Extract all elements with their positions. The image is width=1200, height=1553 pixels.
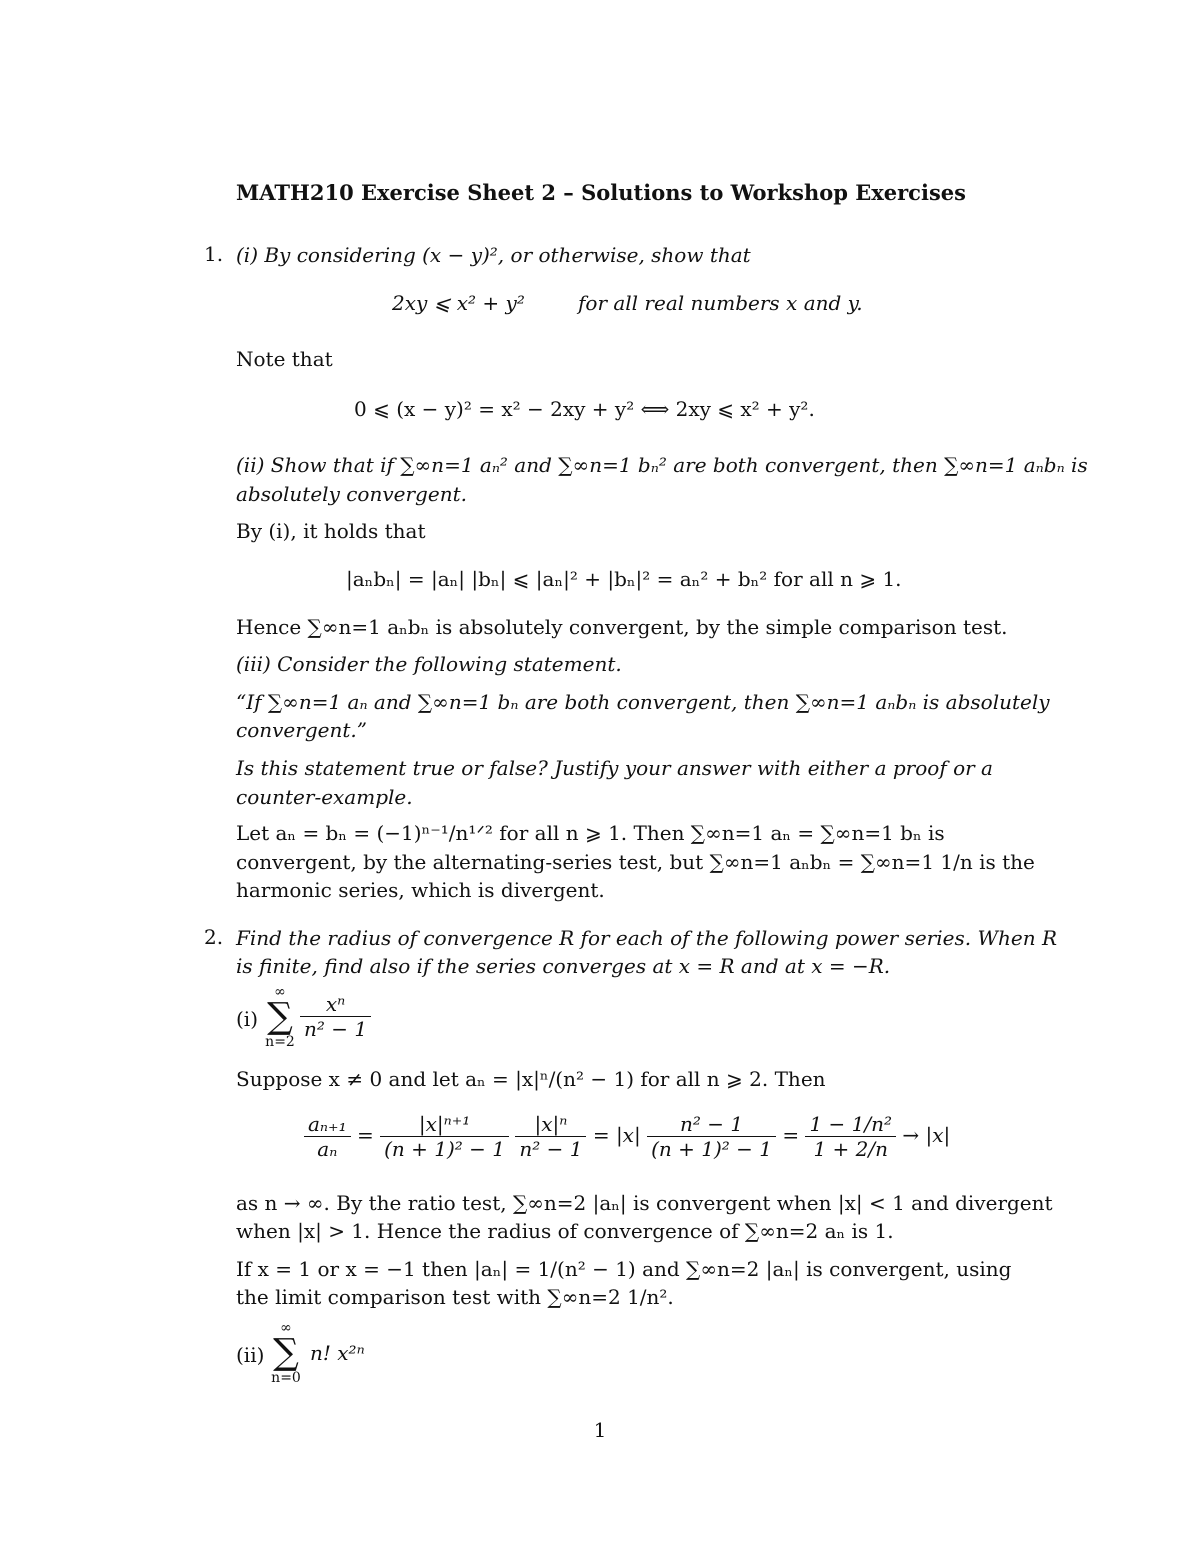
ratio-term3-numerator: n² − 1 (647, 1112, 776, 1137)
q2-i-ratio-test-line2: when |x| > 1. Hence the radius of convergence of ∑∞n=2 aₙ is 1. (236, 1219, 894, 1243)
q1-i-display-condition: for all real numbers x and y. (578, 291, 863, 315)
question-1-number: 1. (204, 242, 224, 266)
q1-iii-answer-line2: convergent, by the alternating-series test, but ∑∞n=1 aₙbₙ = ∑∞n=1 1/n is the (236, 850, 1035, 874)
q2-i-denominator: n² − 1 (304, 1017, 368, 1041)
q1-i-display-inequality: 2xy ⩽ x² + y² (392, 291, 525, 315)
q1-part-ii-prompt-line1: (ii) Show that if ∑∞n=1 aₙ² and ∑∞n=1 bₙ² are both convergent, then ∑∞n=1 aₙbₙ is (236, 453, 1088, 477)
ratio-term1-numerator: |x|ⁿ⁺¹ (380, 1112, 509, 1137)
sum-upper-limit: ∞ (274, 984, 286, 1000)
ratio-term2-numerator: |x|ⁿ (515, 1112, 586, 1137)
q1-iii-answer-line3: harmonic series, which is divergent. (236, 878, 605, 902)
q2-i-numerator: xⁿ (300, 992, 371, 1017)
q1-iii-question-line2: counter-example. (236, 785, 413, 809)
q2-prompt-line1: Find the radius of convergence R for each of the following power series. When R (236, 926, 1058, 950)
sigma-symbol: ∑ (273, 1332, 299, 1373)
q2-i-ratio-display (304, 1112, 950, 1161)
q2-i-ratio-test-line1: as n → ∞. By the ratio test, ∑∞n=2 |aₙ| is convergent when |x| < 1 and divergent (236, 1191, 1053, 1215)
ratio-term4-numerator: 1 − 1/n² (805, 1112, 896, 1137)
equals-sign: = (782, 1123, 800, 1147)
q2-i-endpoints-line1: If x = 1 or x = −1 then |aₙ| = 1/(n² − 1) and ∑∞n=2 |aₙ| is convergent, using (236, 1257, 1012, 1281)
q1-part-i-prompt: (i) By considering (x − y)², or otherwise, show that (236, 243, 751, 267)
q1-ii-by-text: By (i), it holds that (236, 519, 426, 543)
ratio-term3-denominator: (n + 1)² − 1 (651, 1137, 772, 1161)
ratio-term1-denominator: (n + 1)² − 1 (384, 1137, 505, 1161)
sum-lower-limit: n=2 (265, 1034, 295, 1050)
q2-part-i-label: (i) (236, 1007, 259, 1031)
q1-ii-display: |aₙbₙ| = |aₙ| |bₙ| ⩽ |aₙ|² + |bₙ|² = aₙ² + bₙ² for all n ⩾ 1. (346, 567, 902, 591)
q2-i-summation (262, 984, 298, 1050)
q1-iii-quote-line1: “If ∑∞n=1 aₙ and ∑∞n=1 bₙ are both convergent, then ∑∞n=1 aₙbₙ is absolutely (236, 690, 1050, 714)
q1-iii-quote-line2: convergent.” (236, 718, 367, 742)
q1-iii-question-line1: Is this statement true or false? Justify your answer with either a proof or a (236, 756, 993, 780)
ratio-term2-denominator: n² − 1 (519, 1137, 583, 1161)
q2-ii-term: n! x²ⁿ (310, 1341, 365, 1365)
sum-lower-limit: n=0 (271, 1370, 301, 1386)
q2-part-ii-label: (ii) (236, 1343, 265, 1367)
equals-sign: = (356, 1123, 374, 1147)
q2-prompt-line2: is finite, find also if the series converges at x = R and at x = −R. (236, 954, 891, 978)
q1-note-display: 0 ⩽ (x − y)² = x² − 2xy + y² ⟺ 2xy ⩽ x² + y². (354, 397, 815, 421)
page-number: 1 (593, 1418, 607, 1442)
equals-abs-x: = |x| (592, 1123, 641, 1147)
q1-ii-conclusion: Hence ∑∞n=1 aₙbₙ is absolutely convergent, by the simple comparison test. (236, 615, 1008, 639)
question-2-number: 2. (204, 925, 224, 949)
ratio-lhs-numerator: aₙ₊₁ (304, 1112, 351, 1137)
q2-i-fraction (300, 992, 371, 1041)
sum-upper-limit: ∞ (280, 1320, 292, 1336)
q1-note-label: Note that (236, 347, 333, 371)
q1-part-ii-prompt-line2: absolutely convergent. (236, 482, 467, 506)
q2-i-endpoints-line2: the limit comparison test with ∑∞n=2 1/n². (236, 1285, 674, 1309)
sigma-symbol: ∑ (267, 996, 293, 1037)
q2-ii-summation (268, 1320, 304, 1386)
ratio-lhs-denominator: aₙ (317, 1137, 338, 1161)
q1-iii-answer-line1: Let aₙ = bₙ = (−1)ⁿ⁻¹/n¹ᐟ² for all n ⩾ 1. Then ∑∞n=1 aₙ = ∑∞n=1 bₙ is (236, 821, 945, 845)
ratio-term4-denominator: 1 + 2/n (813, 1137, 888, 1161)
limit-arrow: → |x| (902, 1123, 951, 1147)
q1-part-iii-prompt: (iii) Consider the following statement. (236, 652, 622, 676)
q2-i-suppose: Suppose x ≠ 0 and let aₙ = |x|ⁿ/(n² − 1) for all n ⩾ 2. Then (236, 1067, 826, 1091)
page-title: MATH210 Exercise Sheet 2 – Solutions to Workshop Exercises (236, 180, 966, 205)
